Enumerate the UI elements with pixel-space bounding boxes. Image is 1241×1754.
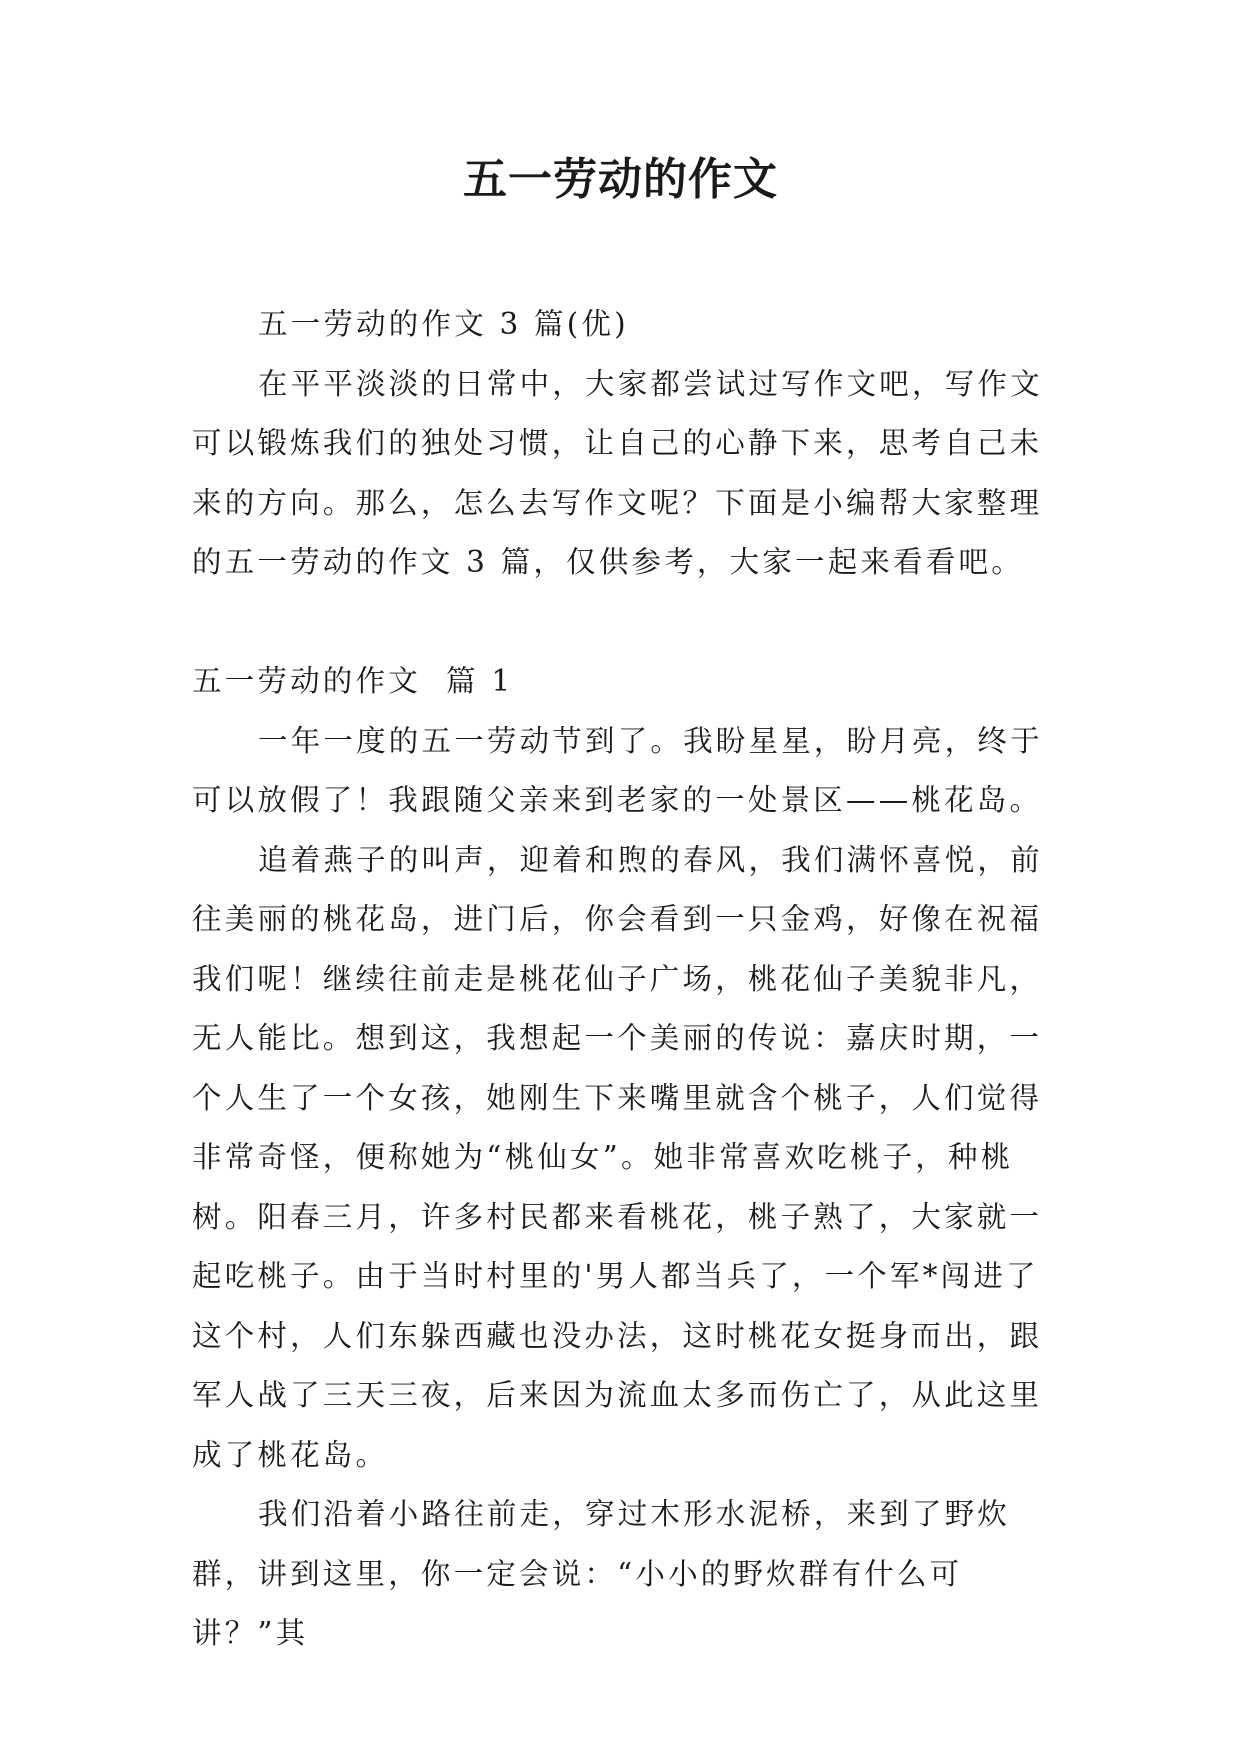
document-title: 五一劳动的作文 [463, 154, 778, 205]
document-subtitle: 五一劳动的作文 3 篇(优) [258, 307, 629, 341]
document-body [192, 295, 1060, 1664]
intro-paragraph: 在平平淡淡的日常中，大家都尝试过写作文吧，写作文可以锻炼我们的独处习惯，让自己的心静下来，思考自己未来的方向。那么，怎么去写作文呢？下面是小编帮大家整理的五一劳动的作文 3 篇，仅供参考，大家一起来看看吧。 [192, 366, 1043, 579]
paragraph-3: 我们沿着小路往前走，穿过木形水泥桥，来到了野炊群，讲到这里，你一定会说：“小小的野炊群有什么可讲？”其 [192, 1497, 1011, 1650]
paragraph-2: 追着燕子的叫声，迎着和煦的春风，我们满怀喜悦，前往美丽的桃花岛，进门后，你会看到一只金鸡，好像在祝福我们呢！继续往前走是桃花仙子广场，桃花仙子美貌非凡，无人能比。想到这，我想起一个美丽的传说：嘉庆时期，一个人生了一个女孩，她刚生下来嘴里就含个桃子，人们觉得非常奇怪，便称她为“桃仙女”。她非常喜欢吃桃子，种桃树。阳春三月，许多村民都来看桃花，桃子熟了，大家就一起吃桃子。由于当时村里的'男人都当兵了，一个军*闯进了这个村，人们东躲西藏也没办法，这时桃花女挺身而出，跟军人战了三天三夜，后来因为流血太多而伤亡了，从此这里成了桃花岛。 [192, 842, 1043, 1472]
paragraph-1: 一年一度的五一劳动节到了。我盼星星，盼月亮，终于可以放假了！我跟随父亲来到老家的一处景区——桃花岛。 [192, 723, 1043, 817]
section-heading: 五一劳动的作文 篇 1 [192, 664, 514, 698]
section-spacer [192, 593, 1060, 653]
